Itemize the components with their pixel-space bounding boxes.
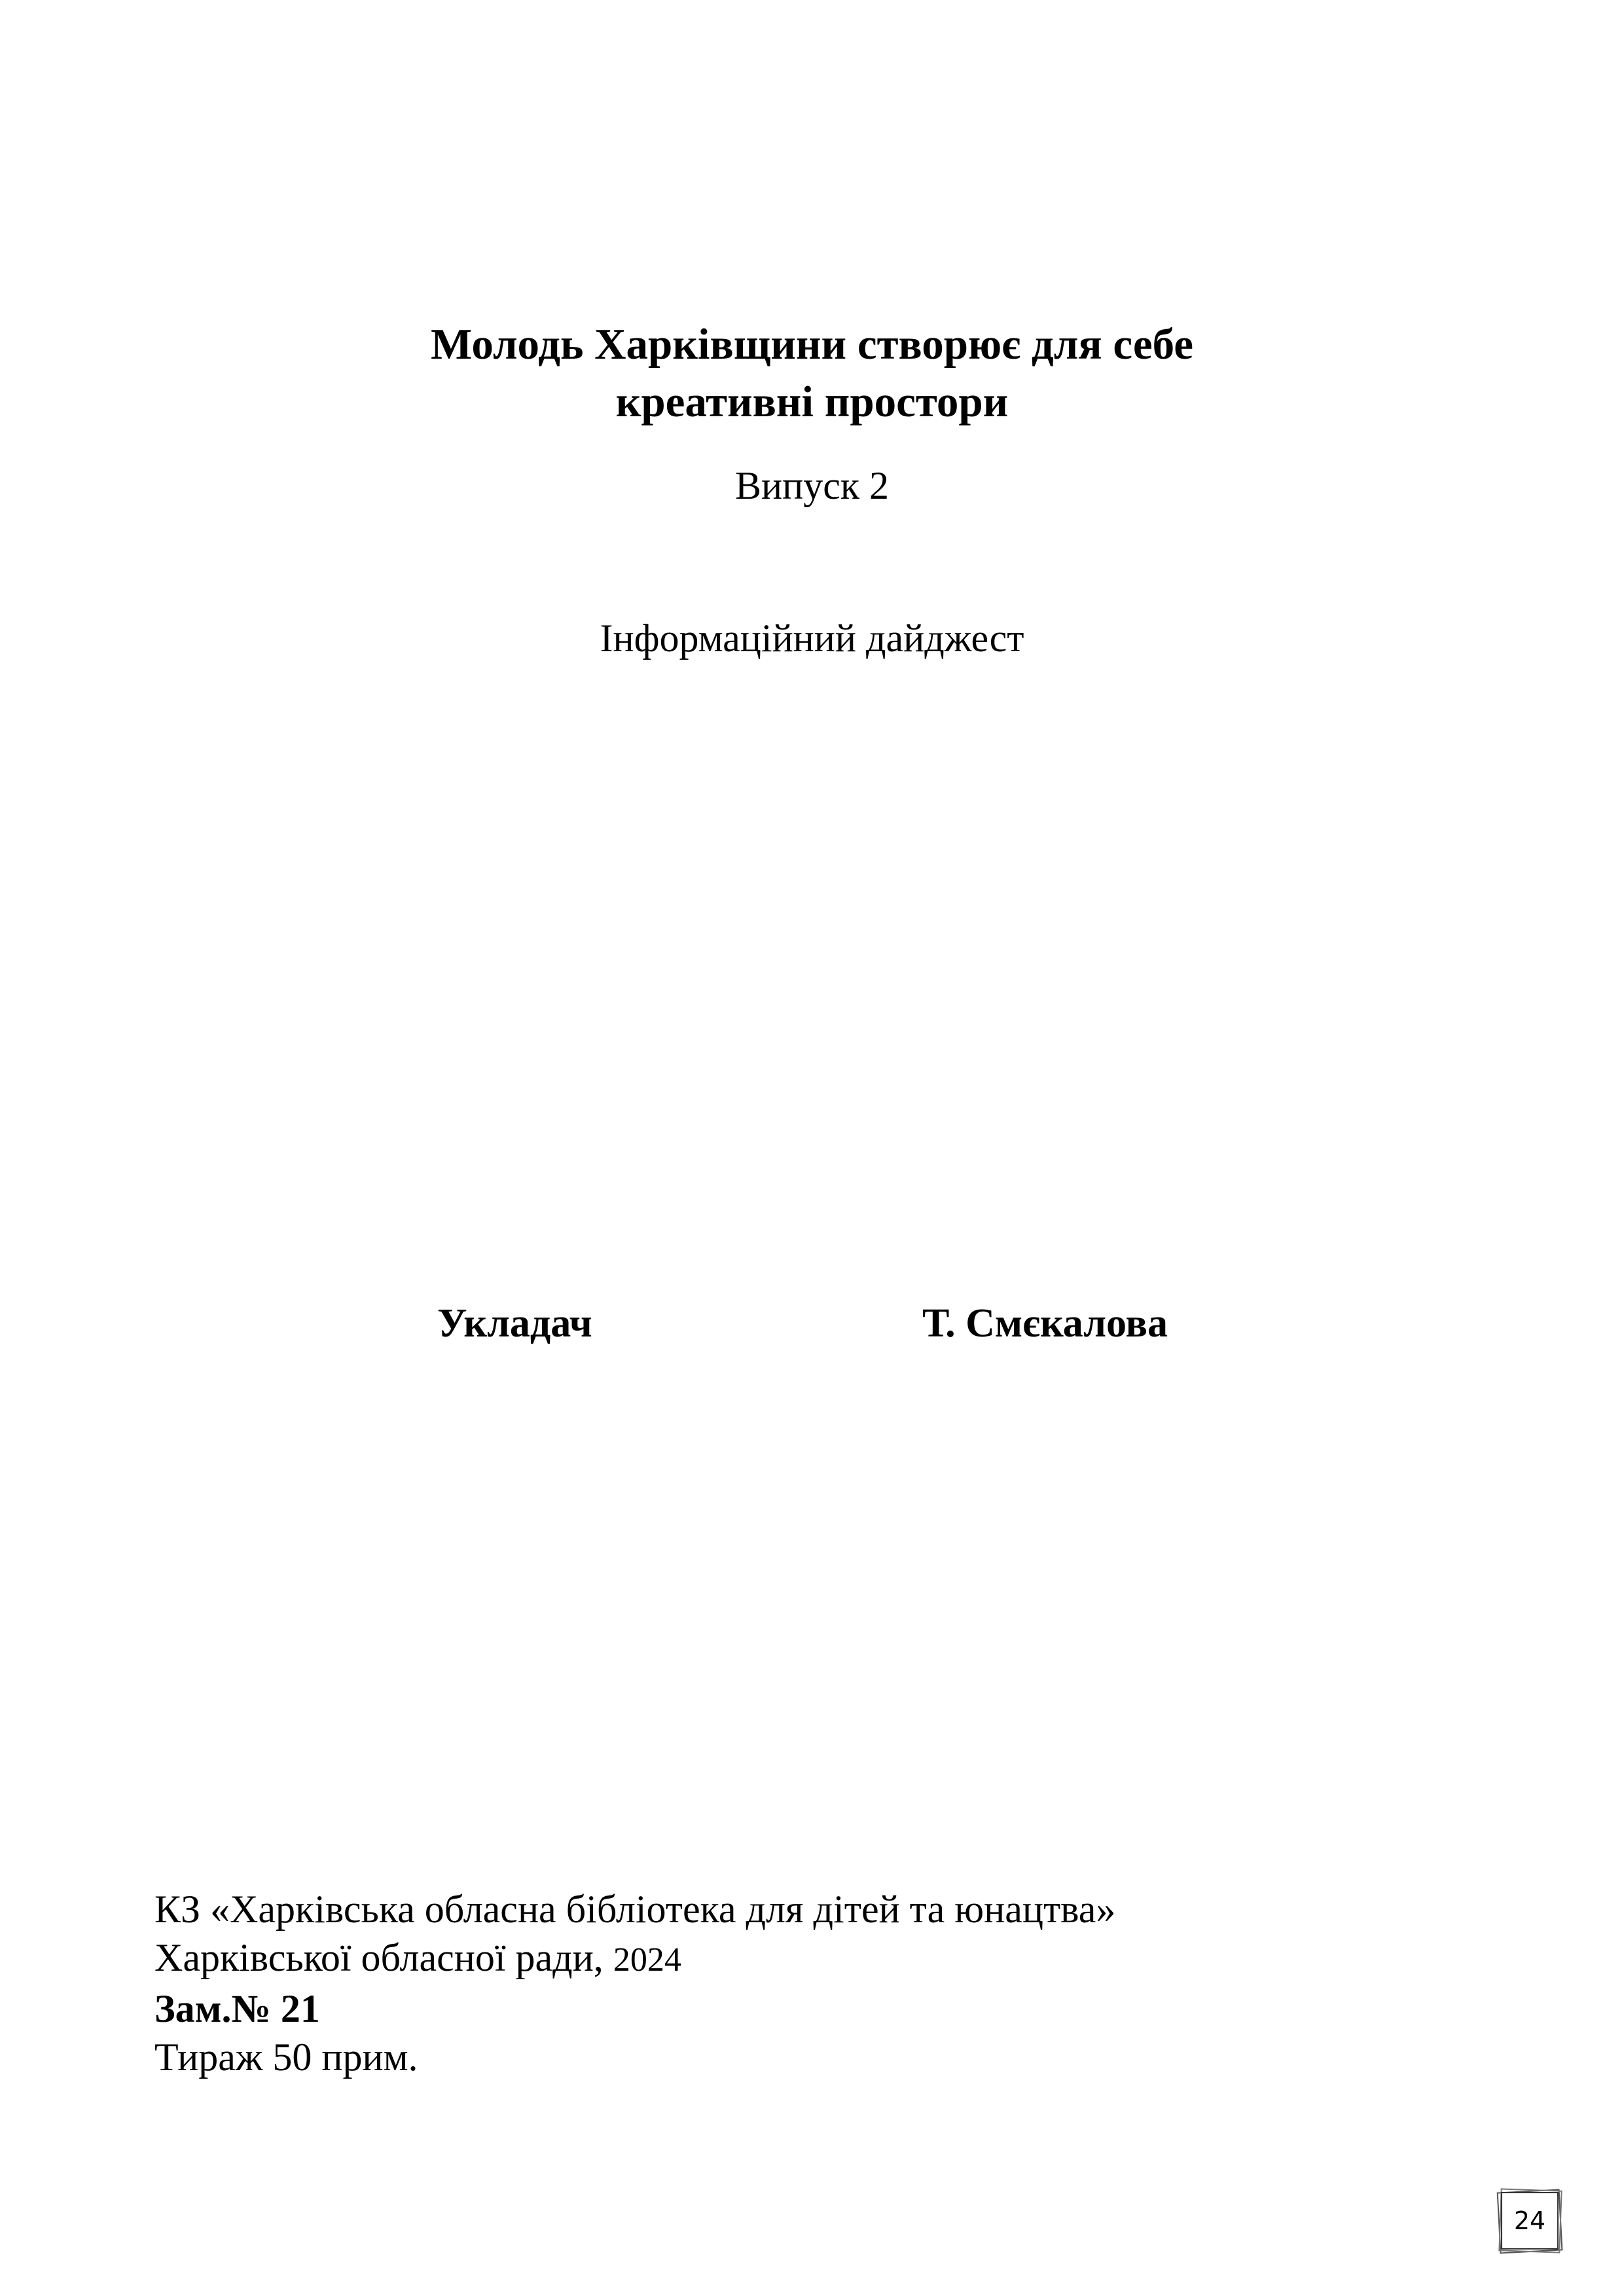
publisher-council: Харківської обласної ради, — [154, 1936, 604, 1979]
title-line-2: креативні простори — [615, 378, 1009, 426]
compiler-name: Т. Смєкалова — [922, 1301, 1168, 1346]
title-line-1: Молодь Харківщини створює для себе — [430, 320, 1194, 368]
publisher-line-2 — [154, 1933, 1115, 1984]
compiler-label: Укладач — [437, 1301, 592, 1346]
page-number: 24 — [1513, 2206, 1546, 2235]
document-title — [0, 315, 1624, 431]
imprint-block — [154, 1885, 1115, 2081]
order-number: Зам.№ 21 — [154, 1987, 320, 2030]
issue-number: Випуск 2 — [734, 464, 890, 507]
document-genre: Інформаційний дайджест — [600, 617, 1024, 660]
print-run: Тираж 50 прим. — [154, 2036, 418, 2079]
publication-year: 2024 — [613, 1941, 681, 1979]
page-number-badge — [1494, 2185, 1566, 2257]
publisher-line-1: КЗ «Харківська обласна бібліотека для дітей та юнацтва» — [154, 1888, 1116, 1931]
